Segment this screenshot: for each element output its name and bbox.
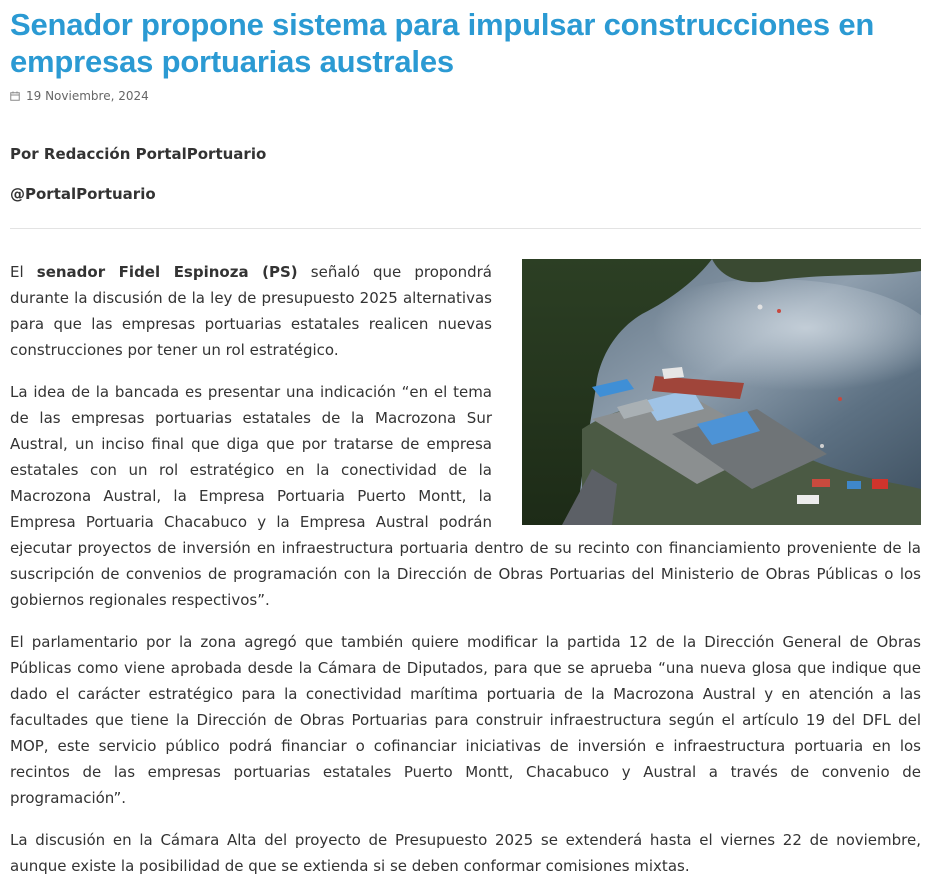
senator-name: senador Fidel Espinoza (PS) bbox=[36, 263, 298, 281]
paragraph-3: El parlamentario por la zona agregó que también quiere modificar la partida 12 de la Dirección General de Obras Públicas como viene aprobada desde la Cámara de Diputados, para que se aprueba “una nueva glosa que indique que dado el carácter estratégico para la conectividad marítima portuaria de la Macrozona Austral y en atención a las facultades que tiene la Dirección de Obras Portuarias para construir infraestructura según el artículo 19 del DFL del MOP, este servicio público podrá financiar o cofinanciar iniciativas de inversión e infraestructura portuaria en los recintos de las empresas portuarias estatales Puerto Montt, Chacabuco y Austral a través de convenio de programación”. bbox=[10, 633, 921, 807]
paragraph-1-pre: El bbox=[10, 263, 37, 281]
article-container bbox=[10, 0, 921, 895]
publish-date: 19 Noviembre, 2024 bbox=[26, 89, 149, 103]
paragraph-2: La idea de la bancada es presentar una indicación “en el tema de las empresas portuarias estatales de la Macrozona Sur Austral, un inciso final que diga que por tratarse de empresa estatales con un rol estratégico en la conectividad de la Macrozona Austral, la Empresa Portuaria Puerto Montt, la Empresa Portuaria Chacabuco y la Empresa Austral podrán ejecutar proyectos de inversión en infraestructura portuaria dentro de su recinto con financiamiento proveniente de la suscripción de convenios de programación con la Dirección de Obras Portuarias del Ministerio de Obras Públicas o los gobiernos regionales respectivos”. bbox=[10, 383, 921, 609]
aerial-port-photo bbox=[522, 259, 921, 525]
author-byline: Por Redacción PortalPortuario bbox=[10, 145, 267, 163]
article-body bbox=[10, 259, 921, 879]
paragraph-1-post: señaló que propondrá durante la discusión de la ley de presupuesto 2025 alternativas para que las empresas portuarias estatales realicen nuevas construcciones por tener un rol estratégico. bbox=[10, 263, 492, 359]
divider bbox=[10, 228, 921, 229]
author-handle[interactable]: @PortalPortuario bbox=[10, 185, 156, 203]
paragraph-4: La discusión en la Cámara Alta del proyecto de Presupuesto 2025 se extenderá hasta el viernes 22 de noviembre, aunque existe la posibilidad de que se extienda si se deben conformar comisiones mixtas. bbox=[10, 831, 921, 875]
calendar-icon bbox=[10, 91, 20, 101]
article-title[interactable]: Senador propone sistema para impulsar construcciones en empresas portuarias australes bbox=[10, 7, 875, 79]
article-meta bbox=[10, 88, 921, 104]
